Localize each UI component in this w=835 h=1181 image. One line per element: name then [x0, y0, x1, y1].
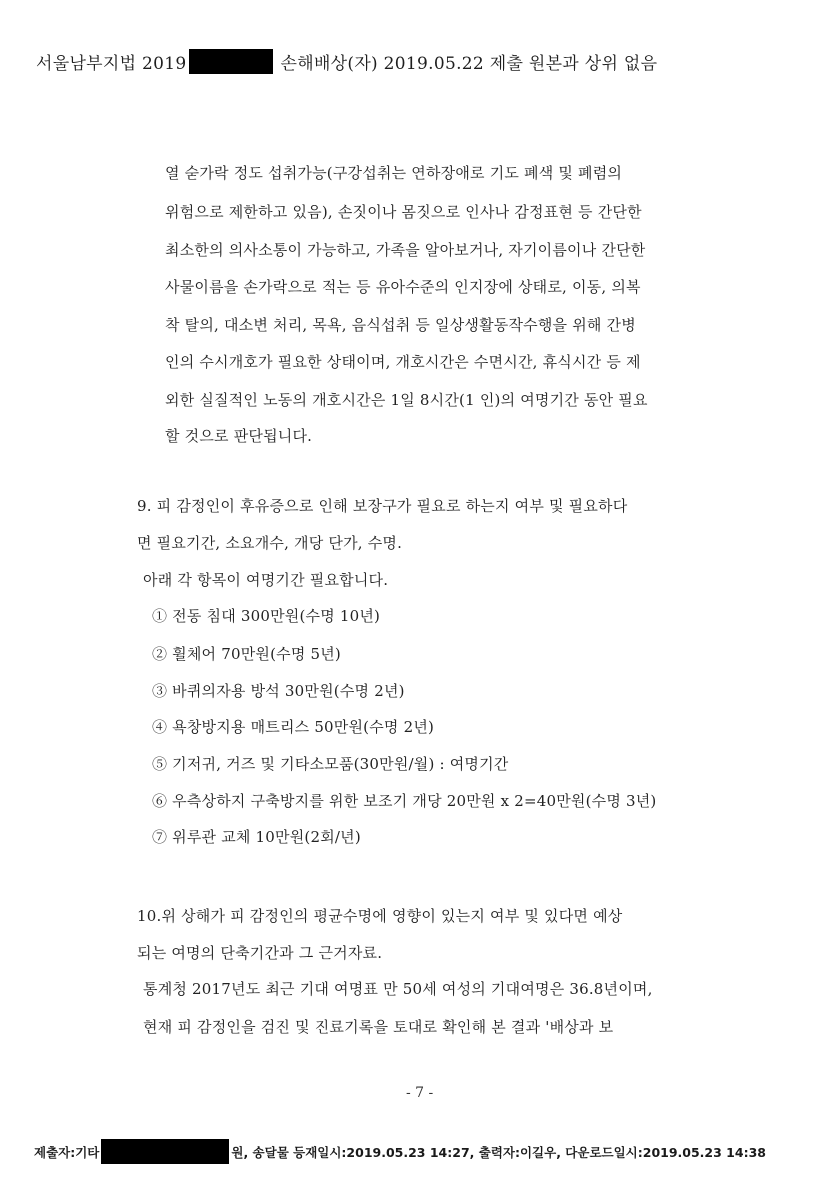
answer-line: 현재 피 감정인을 검진 및 진료기록을 토대로 확인해 본 결과 '배상과 보	[143, 1018, 614, 1036]
list-item: ⑤ 기저귀, 거즈 및 기타소모품(30만원/월) : 여명기간	[152, 755, 509, 773]
footer-download-info: 원, 송달물 등재일시:2019.05.23 14:27, 출력자:이길우, 다운로드일시:2019.05.23 14:38	[231, 1144, 766, 1160]
header-case-info: 손해배상(자) 2019.05.22 제출 원본과 상위 없음	[280, 54, 658, 74]
text-line: 위험으로 제한하고 있음), 손짓이나 몸짓으로 인사나 감정표현 등 간단한	[165, 203, 642, 221]
submission-footer	[34, 1139, 766, 1164]
answer-line: 통계청 2017년도 최근 기대 여명표 만 50세 여성의 기대여명은 36.8년이며,	[143, 980, 653, 998]
page-number: - 7 -	[406, 1085, 434, 1101]
text-line: 최소한의 의사소통이 가능하고, 가족을 알아보거나, 자기이름이나 간단한	[165, 241, 646, 259]
text-line: 할 것으로 판단됩니다.	[165, 427, 313, 445]
text-line: 사물이름을 손가락으로 적는 등 유아수준의 인지장에 상태로, 이동, 의복	[165, 278, 641, 296]
redaction-block	[101, 1139, 229, 1164]
question-line: 9. 피 감정인이 후유증으로 인해 보장구가 필요로 하는지 여부 및 필요하다	[137, 497, 628, 515]
question-line: 되는 여명의 단축기간과 그 근거자료.	[137, 944, 383, 962]
header-court-case-prefix: 서울남부지법 2019	[36, 54, 187, 74]
redaction-block	[189, 49, 273, 74]
document-header	[36, 49, 657, 74]
list-item: ① 전동 침대 300만원(수명 10년)	[152, 607, 381, 625]
text-line: 인의 수시개호가 필요한 상태이며, 개호시간은 수면시간, 휴식시간 등 제	[165, 353, 641, 371]
list-item: ⑦ 위루관 교체 10만원(2회/년)	[152, 828, 361, 846]
text-line: 열 숟가락 정도 섭취가능(구강섭취는 연하장애로 기도 폐색 및 폐렴의	[165, 164, 623, 182]
question-line: 10.위 상해가 피 감정인의 평균수명에 영향이 있는지 여부 및 있다면 예상	[137, 907, 623, 925]
list-item: ⑥ 우측상하지 구축방지를 위한 보조기 개당 20만원 x 2=40만원(수명 3년)	[152, 792, 657, 810]
question-line: 면 필요기간, 소요개수, 개당 단가, 수명.	[137, 534, 403, 552]
list-item: ④ 욕창방지용 매트리스 50만원(수명 2년)	[152, 718, 435, 736]
footer-submitter: 제출자:기타	[34, 1144, 100, 1160]
text-line: 외한 실질적인 노동의 개호시간은 1일 8시간(1 인)의 여명기간 동안 필요	[165, 391, 648, 409]
list-item: ② 휠체어 70만원(수명 5년)	[152, 645, 341, 663]
list-item: ③ 바퀴의자용 방석 30만원(수명 2년)	[152, 682, 405, 700]
answer-intro: 아래 각 항목이 여명기간 필요합니다.	[143, 571, 389, 589]
text-line: 착 탈의, 대소변 처리, 목욕, 음식섭취 등 일상생활동작수행을 위해 간병	[165, 316, 636, 334]
